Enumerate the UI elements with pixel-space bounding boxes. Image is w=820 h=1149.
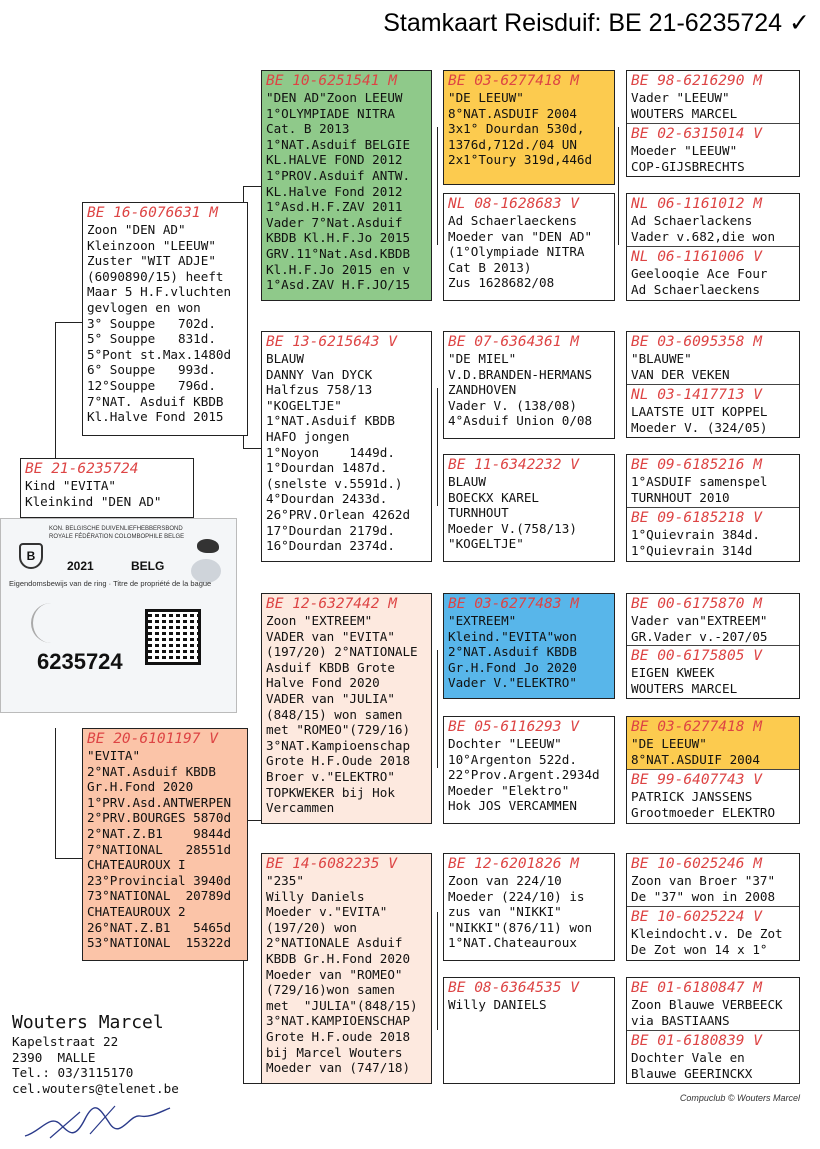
gen4-ring: BE 00-6175805 V bbox=[631, 648, 762, 664]
gen3-info: Ad Schaerlaeckens Moeder van "DEN AD" (1°Olympiade NITRA Cat B 2013) Zus 1628682/08 bbox=[448, 213, 593, 291]
gen4-info: Geelooqie Ace Four Ad Schaerlaeckens bbox=[631, 266, 768, 297]
gen4-pair-box bbox=[626, 853, 800, 961]
grandsire-paternal-info: "DEN AD"Zoon LEEUW 1°OLYMPIADE NITRA Cat. B 2013 1°NAT.Asduif BELGIE KL.HALVE FOND 2012 1°PROV.Asduif ANTW. KL.Halve Fond 2012 1°Asd.H.F.ZAV 2011 Vader 7°Nat.Asduif KBDB Kl.H.F.Jo 2015 GRV.11°Nat.Asd.KBDB Kl.H.F.Jo 2015 en v 1°Asd.ZAV H.F.JO/15 bbox=[266, 90, 411, 293]
granddam-paternal-info: BLAUW DANNY Van DYCK Halfzus 758/13 "KOGELTJE" 1°NAT.Asduif KBDB HAFO jongen 1°Noyon 1449d. 1°Dourdan 1487d. (snelste v.5591d.) 4°Dourdan 2433d. 26°PRV.Orlean 4262d 17°Dourdan 2179d. 16°Dourdan 2374d. bbox=[266, 351, 411, 554]
gen4-info: PATRICK JANSSENS Grootmoeder ELEKTRO bbox=[631, 789, 776, 820]
connector-line bbox=[243, 186, 261, 187]
gen4-ring: BE 99-6407743 V bbox=[631, 772, 762, 788]
connector-line bbox=[437, 650, 438, 768]
breeder-street: Kapelstraat 22 bbox=[12, 1034, 119, 1049]
gen3-ring: BE 05-6116293 V bbox=[448, 719, 579, 735]
sire-ring: BE 16-6076631 M bbox=[87, 205, 218, 221]
sire-info: Zoon "DEN AD" Kleinzoon "LEEUW" Zuster "WIT ADJE" (6090890/15) heeft Maar 5 H.F.vluchten gevlogen en won 3° Souppe 702d. 5° Souppe 831d. 5°Pont st.Max.1480d 6° Souppe 993d. 12°Souppe 796d. 7°NAT. Asduif KBDB Kl.Halve Fond 2015 bbox=[87, 222, 232, 425]
gen4-info: Zoon van Broer "37" De "37" won in 2008 bbox=[631, 873, 776, 904]
gen3-ring: NL 08-1628683 V bbox=[448, 196, 579, 212]
gen4-info: Dochter Vale en Blauwe GEERINCKX bbox=[631, 1050, 753, 1081]
grandsire-paternal-ring: BE 10-6251541 M bbox=[266, 73, 397, 89]
footer-credit: Compuclub © Wouters Marcel bbox=[679, 1093, 800, 1103]
title-text: Stamkaart Reisduif: BE 21-6235724 bbox=[383, 9, 783, 37]
gen3-box bbox=[443, 593, 615, 699]
ring-outline-icon bbox=[31, 603, 113, 643]
gen4-ring: BE 01-6180839 V bbox=[631, 1033, 762, 1049]
gen3-info: Zoon van 224/10 Moeder (224/10) is zus van "NIKKI" "NIKKI"(876/11) won 1°NAT.Chateauroux bbox=[448, 873, 593, 951]
qr-code bbox=[145, 609, 201, 665]
dam-box bbox=[82, 728, 248, 961]
gen3-box bbox=[443, 331, 615, 439]
gen4-info: Ad Schaerlackens Vader v.682,die won bbox=[631, 213, 776, 244]
gen4-pair-box bbox=[626, 193, 800, 301]
granddam-maternal-box bbox=[261, 853, 432, 1084]
gen3-ring: BE 11-6342232 V bbox=[448, 457, 579, 473]
gen4-info: 1°Quievrain 384d. 1°Quievrain 314d bbox=[631, 527, 760, 558]
dam-info: "EVITA" 2°NAT.Asduif KBDB Gr.H.Fond 2020 1°PRV.Asd.ANTWERPEN 2°PRV.BOURGES 5870d 2°NAT.Z.B1 9844d 7°NATIONAL 28551d CHATEAUROUX I 23°Provincial 3940d 73°NATIONAL 20789d CHATEAUROUX 2 26°NAT.Z.B1 5465d 53°NATIONAL 15322d bbox=[87, 748, 232, 951]
org-name-nl: KON. BELGISCHE DUIVENLIEFHEBBERSBOND bbox=[49, 526, 183, 532]
gen4-ring: NL 03-1417713 V bbox=[631, 387, 762, 403]
granddam-maternal-info: "235" Willy Daniels Moeder v."EVITA" (197/20) won 2°NATIONALE Asduif KBDB Gr.H.Fond 2020 Moeder van "ROMEO" (729/16)won samen met "JULIA"(848/15) 3°NAT.KAMPIOENSCHAP Grote H.F.oude 2018 bij Marcel Wouters Moeder van (747/18) bbox=[266, 873, 418, 1076]
signature-image bbox=[20, 1094, 180, 1144]
gen4-pair-box bbox=[626, 331, 800, 438]
gen3-ring: BE 03-6277483 M bbox=[448, 596, 579, 612]
ring-country: BELG bbox=[131, 559, 165, 573]
breeder-city: 2390 MALLE bbox=[12, 1049, 96, 1065]
gen3-ring: BE 03-6277418 M bbox=[448, 73, 579, 89]
ring-certificate bbox=[0, 518, 237, 713]
gen4-ring: BE 00-6175870 M bbox=[631, 596, 762, 612]
subject-ring: BE 21-6235724 bbox=[25, 461, 139, 477]
breeder-email[interactable]: cel.wouters@telenet.be bbox=[12, 1080, 179, 1096]
gen4-ring: BE 09-6185216 M bbox=[631, 457, 762, 473]
gen4-info: 1°ASDUIF samenspel TURNHOUT 2010 bbox=[631, 474, 768, 505]
gen4-ring: BE 02-6315014 V bbox=[631, 126, 762, 142]
gen3-info: BLAUW BOECKX KAREL TURNHOUT Moeder V.(758/13) "KOGELTJE" bbox=[448, 474, 577, 552]
ring-number: 6235724 bbox=[37, 649, 123, 674]
gen4-ring: BE 03-6277418 M bbox=[631, 719, 762, 735]
gen3-info: Dochter "LEEUW" 10°Argenton 522d. 22°Prov.Argent.2934d Moeder "Elektro" Hok JOS VERCAMMEN bbox=[448, 736, 600, 814]
gen4-pair-box bbox=[626, 70, 800, 177]
gen4-ring: NL 06-1161012 M bbox=[631, 196, 762, 212]
breeder-phone: Tel.: 03/3115170 bbox=[12, 1065, 134, 1080]
gen4-info: LAATSTE UIT KOPPEL Moeder V. (324/05) bbox=[631, 404, 768, 435]
connector-line bbox=[55, 858, 82, 859]
dam-ring: BE 20-6101197 V bbox=[87, 731, 218, 747]
gen4-pair-box bbox=[626, 716, 800, 824]
grandsire-maternal-box bbox=[261, 593, 432, 824]
granddam-paternal-ring: BE 13-6215643 V bbox=[266, 334, 397, 350]
gen3-box bbox=[443, 454, 615, 562]
grandsire-maternal-info: Zoon "EXTREEM" VADER van "EVITA" (197/20) 2°NATIONALE Asduif KBDB Grote Halve Fond 2020 VADER van "JULIA" (848/15) won samen met "ROMEO"(729/16) 3°NAT.Kampioenschap Grote H.F.Oude 2018 Broer v."ELEKTRO" TOPKWEKER bij Hok Vercammen bbox=[266, 613, 418, 816]
gen4-ring: BE 98-6216290 M bbox=[631, 73, 762, 89]
gen3-ring: BE 08-6364535 V bbox=[448, 980, 579, 996]
gen4-info: "DE LEEUW" 8°NAT.ASDUIF 2004 bbox=[631, 736, 760, 767]
ring-year: 2021 bbox=[67, 559, 94, 573]
gen3-box bbox=[443, 716, 615, 824]
gen3-info: "DE MIEL" V.D.BRANDEN-HERMANS ZANDHOVEN Vader V. (138/08) 4°Asduif Union 0/08 bbox=[448, 351, 593, 429]
gen3-info: "EXTREEM" Kleind."EVITA"won 2°NAT.Asduif KBDB Gr.H.Fond Jo 2020 Vader V."ELEKTRO" bbox=[448, 613, 577, 691]
gen3-ring: BE 07-6364361 M bbox=[448, 334, 579, 350]
connector-line bbox=[618, 127, 619, 245]
gen4-info: Kleindocht.v. De Zot De Zot won 14 x 1° bbox=[631, 926, 783, 957]
subject-box bbox=[20, 458, 194, 518]
page-title bbox=[383, 8, 810, 38]
connector-line bbox=[243, 448, 261, 449]
gen4-ring: BE 01-6180847 M bbox=[631, 980, 762, 996]
gen3-box bbox=[443, 70, 615, 185]
subject-info: Kind "EVITA" Kleinkind "DEN AD" bbox=[25, 478, 162, 509]
grandsire-paternal-box bbox=[261, 70, 432, 301]
gen4-pair-box bbox=[626, 593, 800, 699]
gen4-ring: BE 09-6185218 V bbox=[631, 510, 762, 526]
granddam-paternal-box bbox=[261, 331, 432, 562]
connector-line bbox=[437, 127, 438, 245]
gen4-info: Zoon Blauwe VERBEECK via BASTIAANS bbox=[631, 997, 783, 1028]
gen4-ring: BE 10-6025224 V bbox=[631, 909, 762, 925]
connector-line bbox=[55, 322, 82, 323]
gen4-info: "BLAUWE" VAN DER VEKEN bbox=[631, 351, 730, 382]
pigeon-icon bbox=[197, 539, 219, 553]
grandsire-maternal-ring: BE 12-6327442 M bbox=[266, 596, 397, 612]
connector-line bbox=[243, 1083, 261, 1084]
connector-line bbox=[437, 388, 438, 506]
gen4-info: Vader van"EXTREEM" GR.Vader v.-207/05 bbox=[631, 613, 768, 644]
gen3-ring: BE 12-6201826 M bbox=[448, 856, 579, 872]
gen4-pair-box bbox=[626, 454, 800, 562]
ring-caption: Eigendomsbewijs van de ring · Titre de propriété de la bague bbox=[9, 579, 212, 588]
gen3-box bbox=[443, 193, 615, 301]
gen3-box bbox=[443, 853, 615, 961]
connector-line bbox=[55, 322, 56, 460]
connector-line bbox=[437, 912, 438, 1030]
gen4-info: EIGEN KWEEK WOUTERS MARCEL bbox=[631, 665, 738, 696]
gen4-info: Moeder "LEEUW" COP-GIJSBRECHTS bbox=[631, 143, 745, 174]
granddam-maternal-ring: BE 14-6082235 V bbox=[266, 856, 397, 872]
connector-line bbox=[55, 728, 56, 858]
breeder-address bbox=[12, 1012, 179, 1096]
title-checkmark: ✓ bbox=[789, 9, 810, 37]
sire-box bbox=[82, 202, 248, 436]
gen4-ring: BE 10-6025246 M bbox=[631, 856, 762, 872]
belgium-shield-icon: B bbox=[19, 543, 43, 569]
gen4-ring: NL 06-1161006 V bbox=[631, 249, 762, 265]
gen4-ring: BE 03-6095358 M bbox=[631, 334, 762, 350]
gen3-info: "DE LEEUW" 8°NAT.ASDUIF 2004 3x1° Dourdan 530d, 1376d,712d./04 UN 2x1°Toury 319d,446d bbox=[448, 90, 593, 168]
gen4-pair-box bbox=[626, 977, 800, 1084]
gen3-box bbox=[443, 977, 615, 1084]
org-name-fr: ROYALE FÉDÉRATION COLOMBOPHILE BELGE bbox=[49, 534, 185, 540]
gen4-info: Vader "LEEUW" WOUTERS MARCEL bbox=[631, 90, 738, 121]
gen3-info: Willy DANIELS bbox=[448, 997, 547, 1012]
breeder-name: Wouters Marcel bbox=[12, 1012, 164, 1033]
